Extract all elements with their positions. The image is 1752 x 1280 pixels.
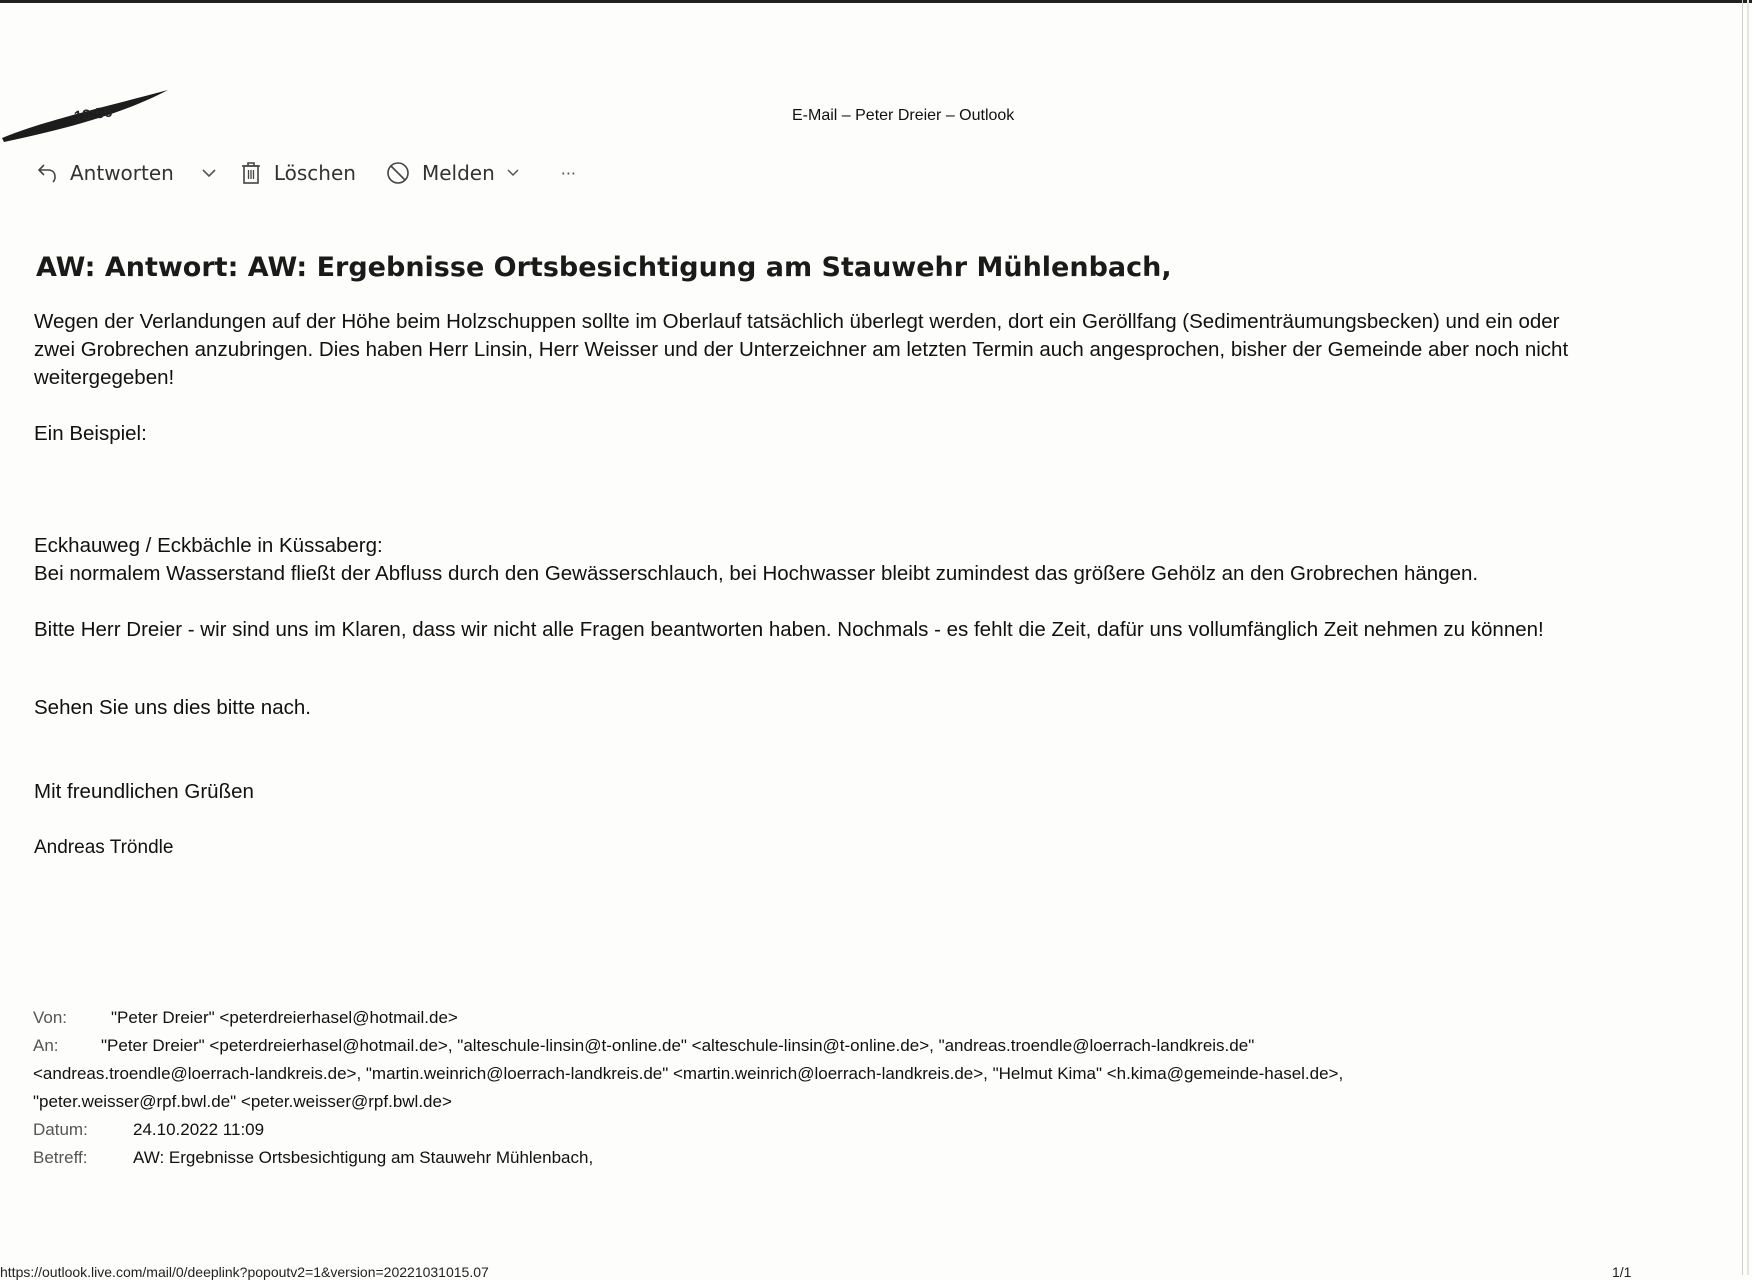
signature: Andreas Tröndle (34, 837, 174, 858)
delete-button[interactable] (240, 161, 356, 185)
message-subject: AW: Antwort: AW: Ergebnisse Ortsbesichtigung am Stauwehr Mühlenbach, (36, 252, 1172, 283)
body-paragraph: Wegen der Verlandungen auf der Höhe beim Holzschuppen sollte im Oberlauf tatsächlich überlegt werden, dort ein Geröllfang (Sedimenträumungsbecken) und ein oder zwei Grobrechen anzubringen. Dies haben Herr Linsin, Herr Weisser und der Unterzeichner am letzten Termin auch angesprochen, bisher der Gemeinde aber noch nicht weitergegeben! (34, 310, 1569, 389)
to-label: An: (33, 1036, 59, 1055)
message-toolbar (36, 158, 576, 188)
quoted-to-continuation: "peter.weisser@rpf.bwl.de" <peter.weisser@rpf.bwl.de> (33, 1092, 452, 1111)
more-actions-button[interactable]: ··· (560, 163, 577, 183)
message-body (34, 308, 1594, 862)
report-label: Melden (421, 161, 495, 185)
date-value: 24.10.2022 11:09 (133, 1120, 265, 1139)
reply-options-dropdown[interactable] (200, 164, 218, 182)
body-paragraph: Bitte Herr Dreier - wir sind uns im Klaren, dass wir nicht alle Fragen beantworten haben. Nochmals - es fehlt die Zeit, dafür uns vollumfänglich Zeit nehmen zu können! (34, 618, 1544, 641)
chevron-down-icon[interactable] (505, 165, 521, 181)
window-title: E-Mail – Peter Dreier – Outlook (792, 107, 1015, 124)
from-label: Von: (33, 1008, 68, 1027)
quoted-to-continuation: <andreas.troendle@loerrach-landkreis.de>, "martin.weinrich@loerrach-landkreis.de" <martin.weinrich@loerrach-landkreis.de>, "Helmut Kima" <h.kima@gemeinde-hasel.de>, (33, 1064, 1344, 1083)
reply-button[interactable] (36, 161, 174, 185)
subject-label: Betreff: (33, 1148, 88, 1167)
chevron-down-icon (200, 164, 218, 182)
body-paragraph: Bei normalem Wasserstand fließt der Abfluss durch den Gewässerschlauch, bei Hochwasser bleibt zumindest das größere Gehölz an den Grobrechen hängen. (34, 562, 1479, 585)
quoted-from-row (33, 1004, 458, 1032)
body-paragraph: Ein Beispiel: (34, 422, 147, 445)
trash-icon (240, 161, 262, 185)
to-value: "Peter Dreier" <peterdreierhasel@hotmail.de>, "alteschule-linsin@t-online.de" <alteschule-linsin@t-online.de>, "andreas.troendle@loerrach-landkreis.de" (101, 1036, 1255, 1055)
delete-label: Löschen (273, 161, 356, 185)
block-icon (386, 161, 410, 185)
print-time: 18:56 (73, 103, 114, 126)
scan-edge-right-shadow (1747, 0, 1749, 1275)
body-paragraph: Sehen Sie uns dies bitte nach. (34, 696, 311, 719)
quoted-date-row (33, 1116, 264, 1144)
closing-line: Mit freundlichen Grüßen (34, 780, 254, 803)
quoted-subject-row (33, 1144, 593, 1172)
reply-icon (36, 162, 58, 184)
scan-edge-top (0, 0, 1752, 3)
date-label: Datum: (33, 1120, 88, 1139)
report-button[interactable] (386, 161, 521, 185)
scan-edge-right (1742, 0, 1743, 1275)
print-footer-url: https://outlook.live.com/mail/0/deeplink?popoutv2=1&version=20221031015.07 (0, 1264, 489, 1280)
quoted-to-row (33, 1032, 1254, 1060)
body-paragraph: Eckhauweg / Eckbächle in Küssaberg: (34, 534, 383, 557)
print-footer-page: 1/1 (1612, 1264, 1632, 1280)
reply-label: Antworten (70, 161, 174, 185)
from-value: "Peter Dreier" <peterdreierhasel@hotmail.de> (111, 1008, 458, 1027)
subject-value: AW: Ergebnisse Ortsbesichtigung am Stauwehr Mühlenbach, (133, 1148, 594, 1167)
